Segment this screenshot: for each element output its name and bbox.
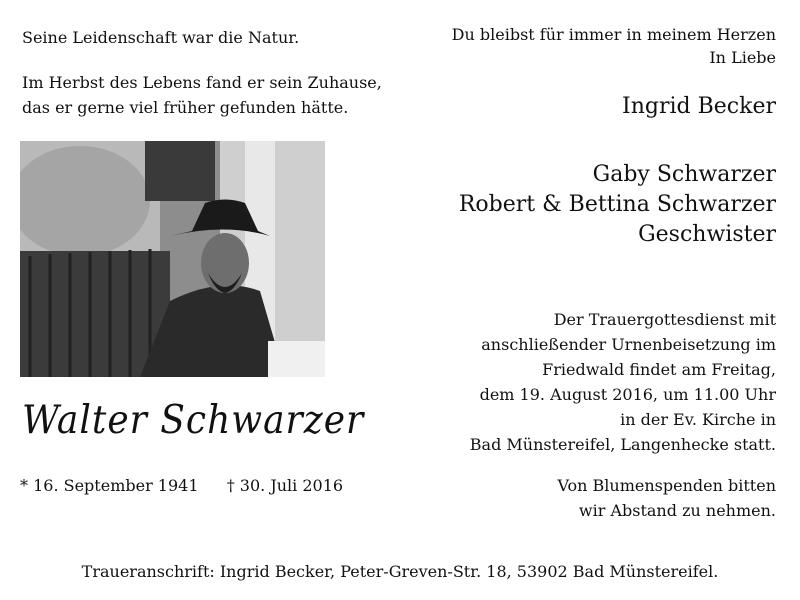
quote-line-2: Im Herbst des Lebens fand er sein Zuhause, <box>22 73 382 92</box>
quote-line-1: Seine Leidenschaft war die Natur. <box>22 28 300 47</box>
deceased-name: Walter Schwarzer <box>22 398 365 444</box>
family-member-2: Robert & Bettina Schwarzer <box>458 192 776 217</box>
flowers-line-1: Von Blumenspenden bitten <box>557 476 776 495</box>
family-member-3: Geschwister <box>638 222 776 247</box>
portrait-photo <box>20 141 325 377</box>
service-line-6: Bad Münstereifel, Langenhecke statt. <box>469 435 776 454</box>
service-line-5: in der Ev. Kirche in <box>620 410 776 429</box>
dedication-line-2: In Liebe <box>709 48 776 67</box>
address-footer: Traueranschrift: Ingrid Becker, Peter-Greven-Str. 18, 53902 Bad Münstereifel. <box>81 562 719 581</box>
family-member-1: Gaby Schwarzer <box>592 162 776 187</box>
service-line-1: Der Trauergottesdienst mit <box>553 310 776 329</box>
life-dates <box>20 476 343 495</box>
flowers-line-2: wir Abstand zu nehmen. <box>578 501 776 520</box>
death-date: † 30. Juli 2016 <box>226 476 344 495</box>
partner-name: Ingrid Becker <box>622 94 776 119</box>
service-line-4: dem 19. August 2016, um 11.00 Uhr <box>479 385 776 404</box>
quote-line-3: das er gerne viel früher gefunden hätte. <box>22 98 349 117</box>
birth-date: * 16. September 1941 <box>20 476 199 495</box>
service-line-3: Friedwald findet am Freitag, <box>542 360 776 379</box>
service-line-2: anschließender Urnenbeisetzung im <box>481 335 776 354</box>
dedication-line-1: Du bleibst für immer in meinem Herzen <box>451 25 776 44</box>
